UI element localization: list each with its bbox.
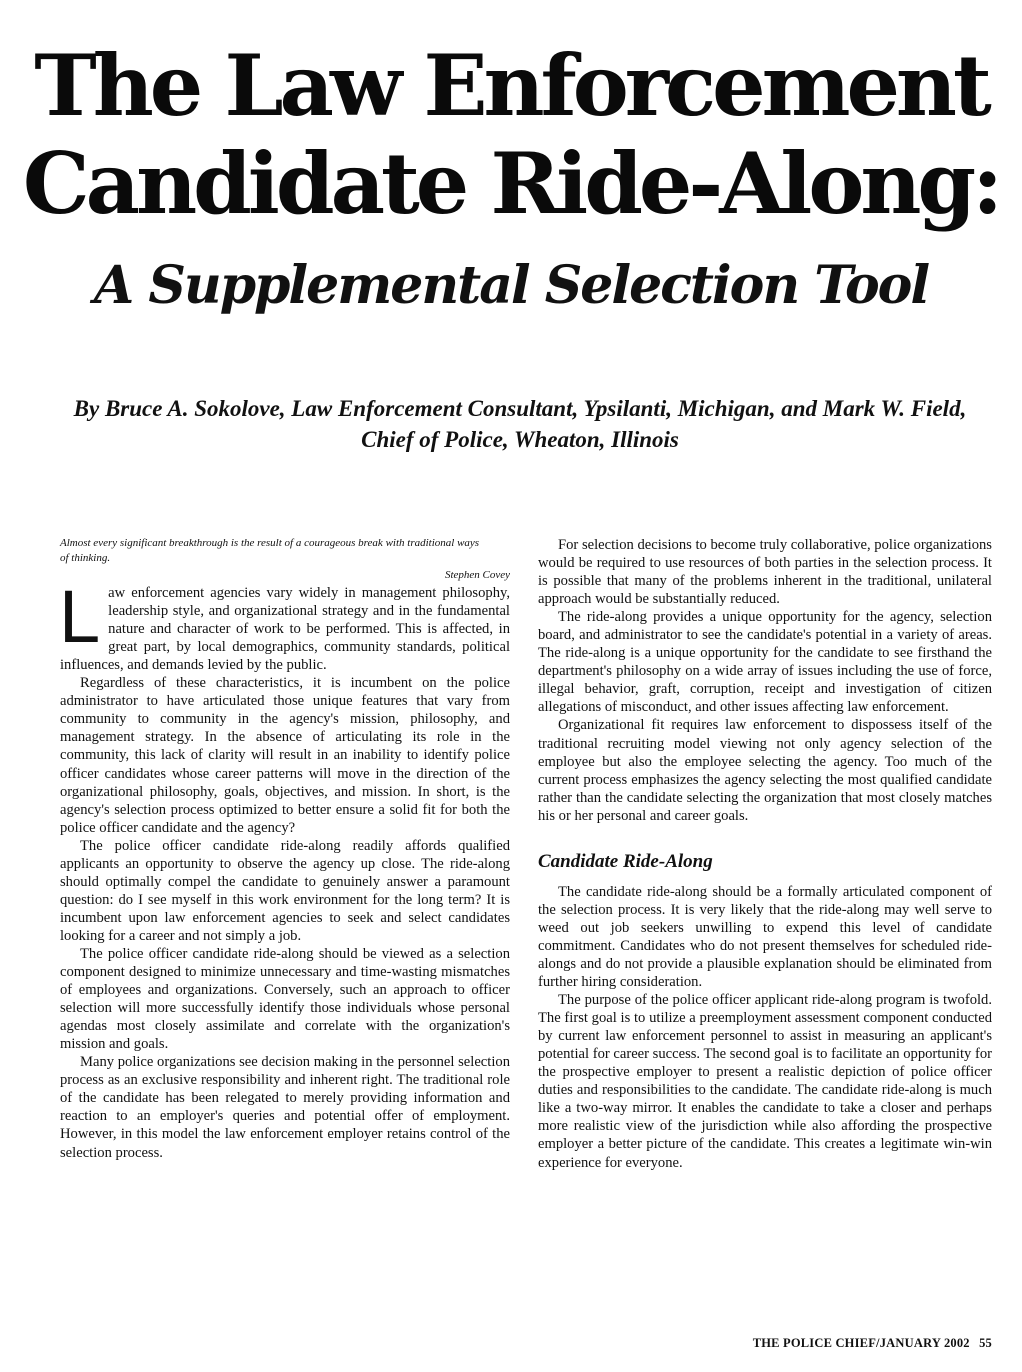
article-title-line-2: Candidate Ride-Along: [22,134,1000,233]
epigraph-text: Almost every significant breakthrough is the result of a courageous break with traditional ways of thinking. [60,537,480,564]
section-heading: Candidate Ride-Along [538,850,713,872]
paragraph: Regardless of these characteristics, it is incumbent on the police administrator to have articulated those unique features that vary from community to community in the agency's mission, philosophy, and management strategy. In the absence of articulating its role in the community, this lack of clarity will result in an inability to identify police officer candidates whose career patterns will move in the direction of the organizational philosophy, goals, objectives, and mission. In short, is the agency's selection process optimized to better ensure a solid fit for both the police officer candidate and the agency? [60,675,510,836]
publication-credit: THE POLICE CHIEF/JANUARY 2002 [752,1336,970,1350]
byline-line-1: By Bruce A. Sokolove, Law Enforcement Consultant, Ypsilanti, Michigan, and Mark W. Field, [73,396,967,421]
paragraph: Organizational fit requires law enforcement to dispossess itself of the traditional recruiting model viewing not only agency selection of the employee but also the employee selecting the agency. Too much of the current process emphasizes the agency selecting the most qualified candidate rather than the candidate selecting the organization that most closely matches his or her personal and career goals. [538,717,992,824]
article-subtitle: A Supplemental Selection Tool [93,255,929,316]
paragraph: The candidate ride-along should be a formally articulated component of the selection process. It is very likely that the ride-along may well serve to weed out job seekers unwilling to expend this level of candidate commitment. Candidates who do not present themselves for scheduled ride-alongs and do not provide a plausible explanation should be eliminated from further hiring consideration. [538,883,992,991]
drop-cap: L [59,575,101,659]
page-number: 55 [979,1336,992,1350]
paragraph: The police officer candidate ride-along readily affords qualified applicants an opportunity to observe the agency up close. The ride-along should optimally compel the candidate to genuinely answer a paramount question: do I see myself in this work environment for the long term? It is incumbent upon law enforcement agencies to seek and select candidates looking for a career and not simply a job. [60,837,510,944]
epigraph-attribution: Stephen Covey [444,569,510,581]
page-footer [747,1336,992,1351]
paragraph: For selection decisions to become truly collaborative, police organizations would be required to use resources of both parties in the selection process. It is possible that many of the problems inherent in the traditional, unilateral approach would be substantially reduced. [538,537,992,608]
paragraph: The purpose of the police officer applicant ride-along program is twofold. The first goal is to utilize a preemployment assessment component conducted by current law enforcement personnel to assist in measuring an applicant's potential for career success. The second goal is to facilitate an opportunity for the prospective employer to present a realistic depiction of police officer duties and responsibilities to the candidate. The candidate ride-along is much like a two-way mirror. It enables the candidate to take a closer and perhaps more realistic view of the jurisdiction while also affording the prospective employer a better picture of the candidate. This creates a legitimate win-win experience for everyone. [538,992,993,1171]
paragraph-text: aw enforcement agencies vary widely in management philosophy, leadership style, and organizational strategy and in the fundamental nature and character of work to be performed. This is affected, in great part, by local demographics, community standards, political influences, and demands levied by the public. [60,585,510,674]
paragraph: The police officer candidate ride-along should be viewed as a selection component designed to minimize unnecessary and time-wasting mismatches of employees and organizations. Conversely, such an approach to officer selection will more successfully identify those individuals whose personal agendas most closely assimilate and correlate with the organization's mission and goals. [60,945,510,1053]
article-title-line-1: The Law Enforcement [34,36,988,135]
right-column [538,536,992,1172]
byline-line-2: Chief of Police, Wheaton, Illinois [361,427,679,452]
left-column [60,536,510,1162]
paragraph: The ride-along provides a unique opportunity for the agency, selection board, and administrator to see the candidate's potential in a variety of areas. The ride-along is a unique opportunity for the candidate to see firsthand the department's philosophy on a wide array of issues including the use of force, illegal behavior, graft, corruption, receipt and investigation of citizen allegations of misconduct, and other issues affecting law enforcement. [538,609,992,716]
paragraph: Many police organizations see decision making in the personnel selection process as an exclusive responsibility and inherent right. The traditional role of the candidate has been relegated to merely providing information and reaction to an employer's queries and potential offer of employment. However, in this model the law enforcement employer retains control of the selection process. [60,1054,510,1161]
byline [60,393,980,455]
